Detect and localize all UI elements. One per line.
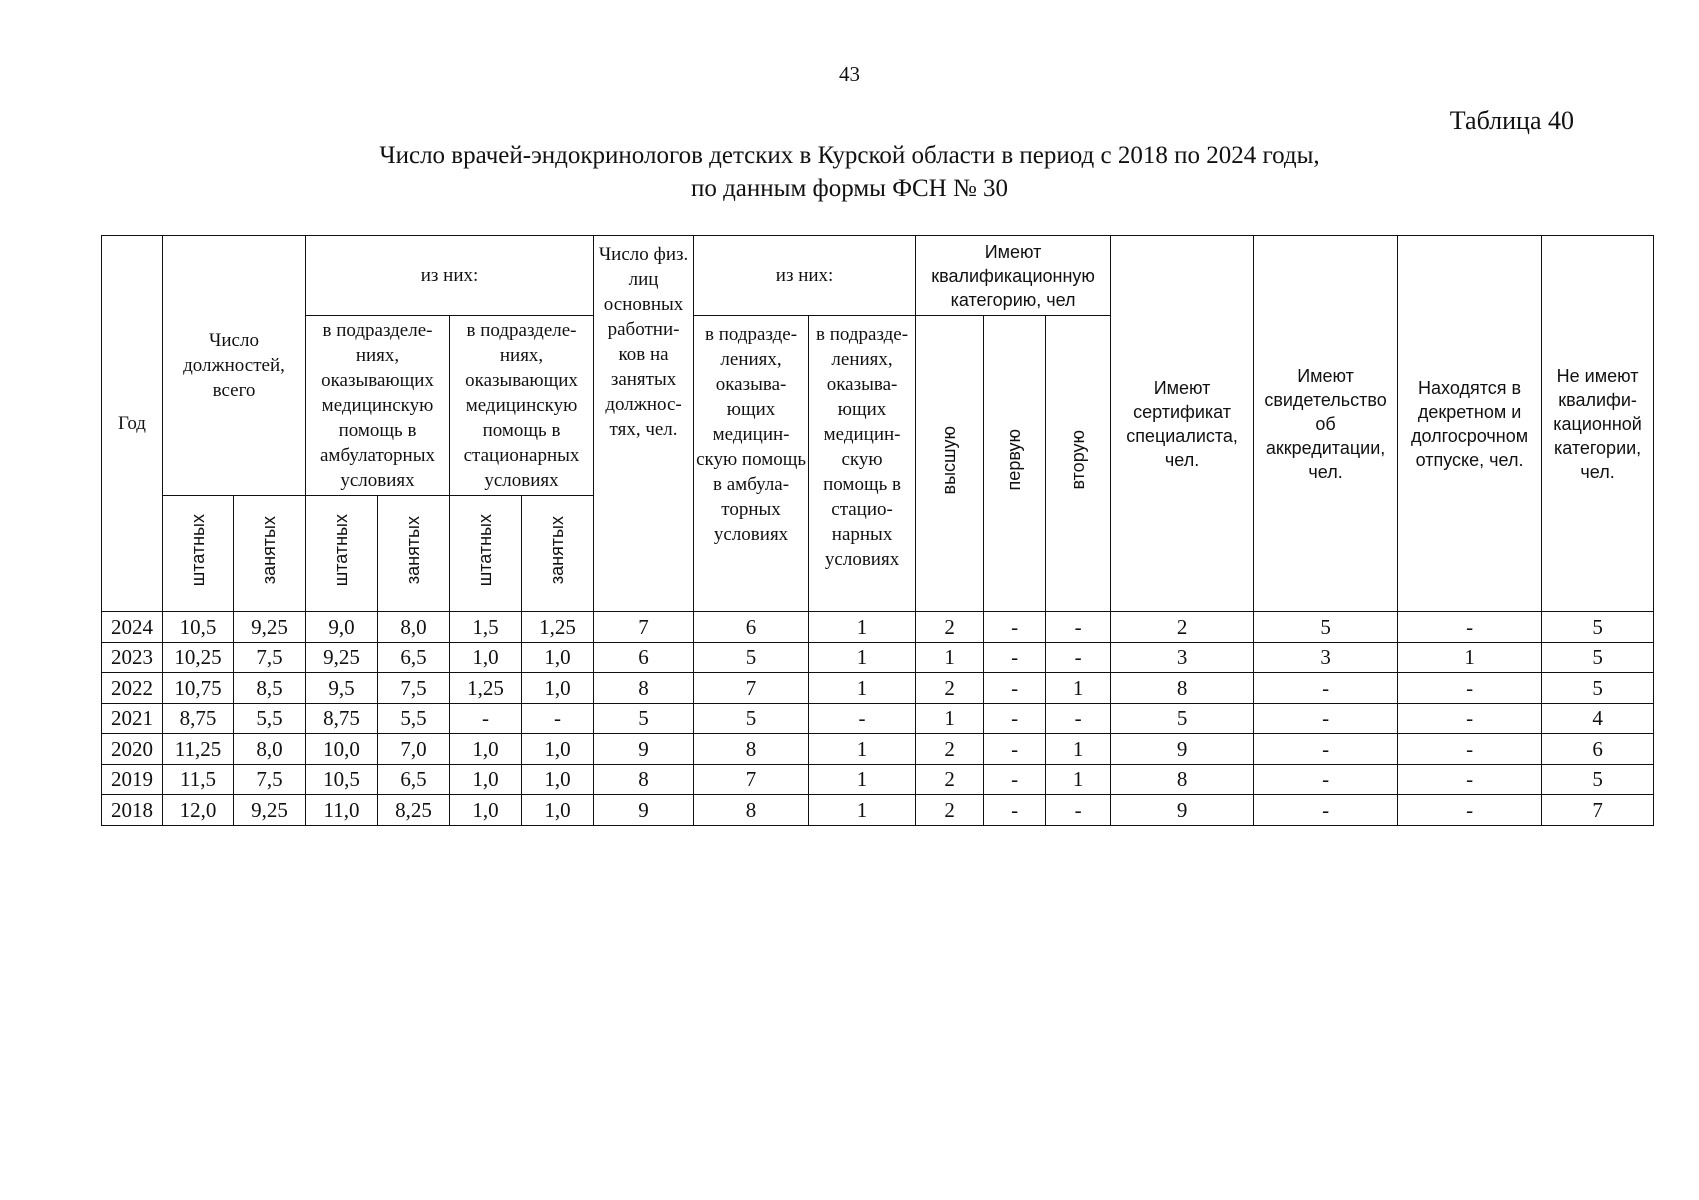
table-cell: 9 [1111, 734, 1254, 765]
table-cell: - [1254, 734, 1398, 765]
table-cell: 8,0 [234, 734, 306, 765]
table-cell: 5 [1542, 612, 1654, 643]
header-total-occupied: занятых [234, 496, 306, 612]
table-cell: 7 [594, 612, 694, 643]
table-title-line-1: Число врачей-эндокринологов детских в Курской области в период с 2018 по 2024 годы, [379, 142, 1320, 169]
table-cell: - [1254, 673, 1398, 704]
table-cell: 1 [809, 734, 916, 765]
table-cell: 5 [594, 703, 694, 734]
table-cell: - [1046, 795, 1111, 826]
table-title-line-2: по данным формы ФСН № 30 [690, 175, 1009, 202]
header-individuals-ambulatory: в подразде-лениях, оказыва-ющих медицин-скую помощь в амбула-торных условиях [694, 316, 809, 612]
table-cell: - [809, 703, 916, 734]
row-year-cell: 2023 [102, 642, 163, 673]
table-cell: 2 [916, 795, 984, 826]
table-cell: 1,25 [522, 612, 594, 643]
table-cell: 7,5 [234, 764, 306, 795]
header-first: первую [984, 316, 1046, 612]
table-cell: 2 [916, 673, 984, 704]
row-year-cell: 2024 [102, 612, 163, 643]
table-cell: - [984, 673, 1046, 704]
row-year-cell: 2018 [102, 795, 163, 826]
table-cell: 6 [694, 612, 809, 643]
table-header [102, 236, 1654, 612]
header-ambulatory-occupied: занятых [378, 496, 450, 612]
table-cell: 6 [594, 642, 694, 673]
header-of-them-positions: из них: [306, 236, 594, 316]
table-cell: - [1254, 703, 1398, 734]
table-cell: 1 [916, 642, 984, 673]
table-cell: 5 [1542, 673, 1654, 704]
table-cell: 5 [1254, 612, 1398, 643]
table-cell: 7,5 [234, 642, 306, 673]
table-cell: 7,5 [378, 673, 450, 704]
table-cell: - [1398, 673, 1542, 704]
table-cell: 11,5 [163, 764, 234, 795]
row-year-cell: 2022 [102, 673, 163, 704]
table-cell: - [984, 795, 1046, 826]
table-cell: - [984, 764, 1046, 795]
table-cell: 5 [1542, 642, 1654, 673]
table-cell: 9 [594, 795, 694, 826]
table-cell: 1,0 [522, 764, 594, 795]
table-cell: - [1046, 703, 1111, 734]
header-individuals: Число физ. лиц основных работни-ков на занятых должнос-тях, чел. [594, 236, 694, 612]
table-cell: 2 [916, 764, 984, 795]
table-cell: 5,5 [378, 703, 450, 734]
table-cell: 6,5 [378, 764, 450, 795]
header-second: вторую [1046, 316, 1111, 612]
table-cell: 1 [809, 612, 916, 643]
header-ambulatory-units: в подразделе-ниях, оказывающих медицинскую помощь в амбулаторных условиях [306, 316, 450, 496]
table-cell: 1,0 [522, 795, 594, 826]
table-cell: 9,25 [234, 612, 306, 643]
table-cell: 1,0 [450, 734, 522, 765]
table-cell: 5 [1111, 703, 1254, 734]
table-cell: 2 [1111, 612, 1254, 643]
table-cell: - [1046, 642, 1111, 673]
row-year-cell: 2021 [102, 703, 163, 734]
table-cell: 9 [594, 734, 694, 765]
row-year-cell: 2020 [102, 734, 163, 765]
table-cell: 8,75 [306, 703, 378, 734]
table-cell: - [984, 703, 1046, 734]
table-cell: 1,0 [522, 642, 594, 673]
table-cell: - [1398, 795, 1542, 826]
header-ambulatory-staff: штатных [306, 496, 378, 612]
table-cell: 7 [694, 764, 809, 795]
table-cell: - [1398, 764, 1542, 795]
table-cell: 1 [809, 764, 916, 795]
table-cell: 5 [1542, 764, 1654, 795]
table-cell: 2 [916, 612, 984, 643]
table-cell: - [522, 703, 594, 734]
table-cell: - [984, 734, 1046, 765]
table-cell: 8,5 [234, 673, 306, 704]
table-cell: 1 [916, 703, 984, 734]
header-positions-total: Число должностей, всего [163, 236, 306, 496]
table-cell: 8,75 [163, 703, 234, 734]
table-cell: 4 [1542, 703, 1654, 734]
table-cell: 11,0 [306, 795, 378, 826]
table-cell: 1,0 [522, 673, 594, 704]
table-cell: - [984, 612, 1046, 643]
table-cell: - [1398, 612, 1542, 643]
header-accreditation: Имеют свидетельство об аккредитации, чел. [1254, 236, 1398, 612]
table-cell: 1 [1046, 734, 1111, 765]
table-cell: 8,0 [378, 612, 450, 643]
header-year: Год [102, 236, 163, 612]
header-highest: высшую [916, 316, 984, 612]
table-cell: 8,25 [378, 795, 450, 826]
header-no-category: Не имеют квалифи-кационной категории, чел. [1542, 236, 1654, 612]
table-cell: 11,25 [163, 734, 234, 765]
header-total-staff: штатных [163, 496, 234, 612]
table-cell: 12,0 [163, 795, 234, 826]
table-cell: 9,0 [306, 612, 378, 643]
table-cell: 1,0 [450, 764, 522, 795]
table-cell: 1 [1398, 642, 1542, 673]
data-table [101, 235, 1654, 826]
table-cell: 6 [1542, 734, 1654, 765]
table-cell: 9,25 [306, 642, 378, 673]
table-cell: 7 [1542, 795, 1654, 826]
table-cell: 1 [1046, 673, 1111, 704]
table-cell: 8 [1111, 673, 1254, 704]
table-cell: 1,0 [450, 642, 522, 673]
table-cell: 1 [1046, 764, 1111, 795]
table-row [102, 642, 1654, 673]
table-cell: 10,75 [163, 673, 234, 704]
table-cell: - [1046, 612, 1111, 643]
table-cell: 1,5 [450, 612, 522, 643]
table-cell: 7 [694, 673, 809, 704]
table-cell: 8 [1111, 764, 1254, 795]
table-cell: - [1398, 734, 1542, 765]
header-individuals-inpatient: в подразде-лениях, оказыва-ющих медицин-скую помощь в стацио-нарных условиях [809, 316, 916, 612]
table-row [102, 764, 1654, 795]
table-cell: 8 [594, 673, 694, 704]
table-cell: - [450, 703, 522, 734]
table-cell: 8 [594, 764, 694, 795]
table-cell: 10,5 [306, 764, 378, 795]
row-year-cell: 2019 [102, 764, 163, 795]
header-certificate: Имеют сертификат специалиста, чел. [1111, 236, 1254, 612]
table-cell: 1 [809, 795, 916, 826]
table-row [102, 612, 1654, 643]
table-title [0, 139, 1699, 205]
table-cell: 1,0 [450, 795, 522, 826]
table-cell: 5 [694, 703, 809, 734]
table-cell: 2 [916, 734, 984, 765]
table-cell: 6,5 [378, 642, 450, 673]
table-cell: - [984, 642, 1046, 673]
table-row [102, 673, 1654, 704]
table-cell: 10,25 [163, 642, 234, 673]
table-cell: 10,5 [163, 612, 234, 643]
header-of-them-individuals: из них: [694, 236, 916, 316]
header-inpatient-units: в подразделе-ниях, оказывающих медицинскую помощь в стационарных условиях [450, 316, 594, 496]
table-row [102, 703, 1654, 734]
table-cell: 7,0 [378, 734, 450, 765]
header-qualification: Имеют квалификационную категорию, чел [916, 236, 1111, 316]
table-body [102, 612, 1654, 826]
table-row [102, 795, 1654, 826]
table-cell: - [1254, 764, 1398, 795]
table-cell: - [1254, 795, 1398, 826]
page-number: 43 [839, 62, 860, 86]
table-cell: 8 [694, 734, 809, 765]
table-label: Таблица 40 [1449, 106, 1574, 135]
table-cell: - [1398, 703, 1542, 734]
table-cell: 5 [694, 642, 809, 673]
table-cell: 1,0 [522, 734, 594, 765]
table-cell: 1 [809, 673, 916, 704]
table-cell: 1,25 [450, 673, 522, 704]
table-cell: 9 [1111, 795, 1254, 826]
table-cell: 8 [694, 795, 809, 826]
table-cell: 1 [809, 642, 916, 673]
header-inpatient-staff: штатных [450, 496, 522, 612]
header-leave: Находятся в декретном и долгосрочном отпуске, чел. [1398, 236, 1542, 612]
table-cell: 9,25 [234, 795, 306, 826]
table-cell: 9,5 [306, 673, 378, 704]
table-cell: 3 [1111, 642, 1254, 673]
table-cell: 5,5 [234, 703, 306, 734]
table-cell: 10,0 [306, 734, 378, 765]
table-row [102, 734, 1654, 765]
table-cell: 3 [1254, 642, 1398, 673]
header-inpatient-occupied: занятых [522, 496, 594, 612]
